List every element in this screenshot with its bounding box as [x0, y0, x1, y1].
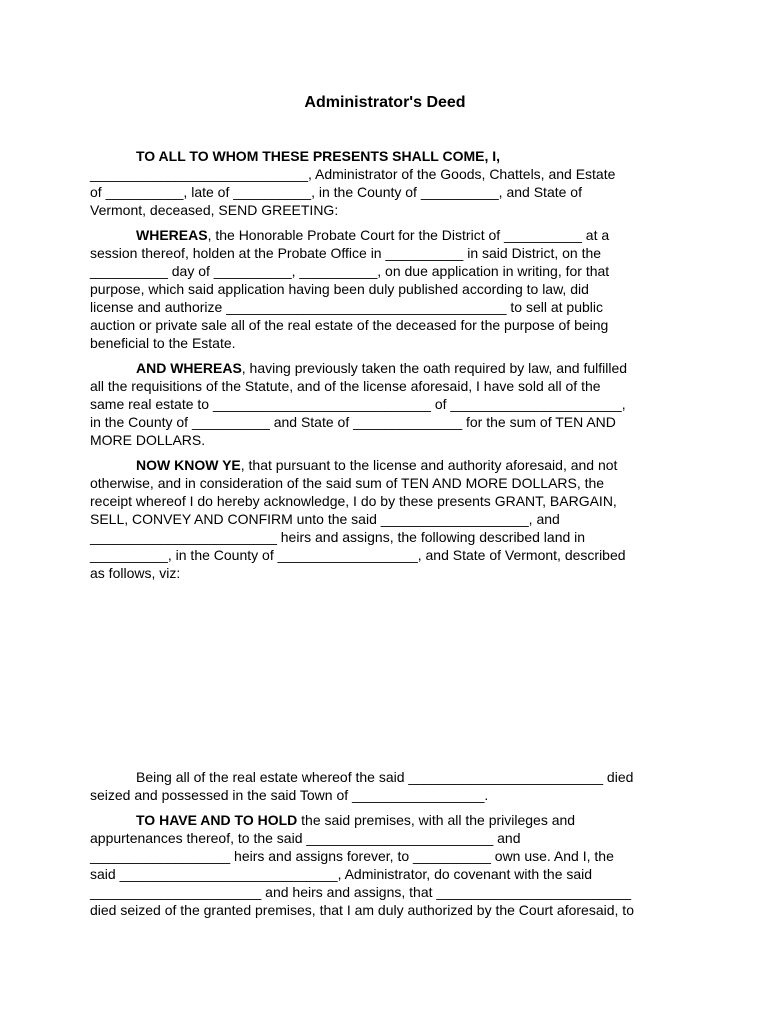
- text-line: __________________ heirs and assigns forever, to __________ own use. And I, the: [90, 848, 614, 864]
- text-line: seized and possessed in the said Town of _________________.: [90, 787, 489, 803]
- paragraph-and-whereas: [90, 359, 690, 449]
- text-line: ______________________ and heirs and assigns, that _________________________: [90, 884, 632, 900]
- text-line: ____________________________, Administrator of the Goods, Chattels, and Estate: [90, 166, 616, 182]
- paragraph-being-all: [90, 768, 690, 804]
- document-title: Administrator's Deed: [304, 94, 466, 111]
- text-line: said ____________________________, Administrator, do covenant with the said: [90, 866, 593, 882]
- text-line: [90, 456, 690, 474]
- text-bold: WHEREAS: [136, 227, 208, 243]
- text-line: purpose, which said application having been duly published according to law, did: [90, 281, 589, 297]
- text-bold: TO HAVE AND TO HOLD: [136, 812, 298, 828]
- text-line: appurtenances thereof, to the said ________________________ and: [90, 830, 521, 846]
- text-line: otherwise, and in consideration of the said sum of TEN AND MORE DOLLARS, the: [90, 475, 605, 491]
- text-span: the said premises, with all the privileges and: [297, 812, 576, 828]
- text-line: died seized of the granted premises, that I am duly authorized by the Court aforesaid, to: [90, 902, 634, 918]
- text-line: [90, 226, 690, 244]
- paragraph-to-have-and-to-hold: [90, 811, 690, 919]
- text-line: license and authorize ____________________________________ to sell at public: [90, 299, 603, 315]
- text-line: __________ day of __________, __________, on due application in writing, for that: [90, 263, 610, 279]
- paragraph-whereas: [90, 226, 690, 352]
- text-line: [90, 811, 690, 829]
- paragraph-now-know-ye: [90, 456, 690, 582]
- text-span: , the Honorable Probate Court for the District of __________ at a: [207, 227, 610, 243]
- text-span: , having previously taken the oath required by law, and fulfilled: [241, 360, 628, 376]
- text-line: session thereof, holden at the Probate Office in __________ in said District, on the: [90, 245, 602, 261]
- text-line: [90, 359, 690, 377]
- text-span: , that pursuant to the license and authority aforesaid, and not: [240, 457, 618, 473]
- text-line: beneficial to the Estate.: [90, 335, 236, 351]
- text-bold: NOW KNOW YE: [136, 457, 241, 473]
- text-line: __________, in the County of __________________, and State of Vermont, described: [90, 547, 626, 563]
- text-line: SELL, CONVEY AND CONFIRM unto the said ___________________, and: [90, 511, 560, 527]
- text-line: as follows, viz:: [90, 565, 181, 581]
- text-line: [90, 147, 690, 165]
- text-line: ________________________ heirs and assigns, the following described land in: [90, 529, 586, 545]
- text-bold: TO ALL TO WHOM THESE PRESENTS SHALL COME, I,: [136, 148, 501, 164]
- paragraph-greeting: [90, 147, 690, 219]
- text-line: auction or private sale all of the real estate of the deceased for the purpose of being: [90, 317, 609, 333]
- text-line: in the County of __________ and State of ______________ for the sum of TEN AND: [90, 414, 616, 430]
- text-bold: AND WHEREAS: [136, 360, 242, 376]
- text-line: all the requisitions of the Statute, and of the license aforesaid, I have sold all of the: [90, 378, 601, 394]
- text-line: of __________, late of __________, in the County of __________, and State of: [90, 184, 582, 200]
- text-line: MORE DOLLARS.: [90, 432, 206, 448]
- text-line: Vermont, deceased, SEND GREETING:: [90, 202, 339, 218]
- text-line: receipt whereof I do hereby acknowledge, I do by these presents GRANT, BARGAIN,: [90, 493, 617, 509]
- text-line: Being all of the real estate whereof the said _________________________ died: [136, 769, 634, 785]
- text-line: same real estate to ____________________________ of ______________________,: [90, 396, 626, 412]
